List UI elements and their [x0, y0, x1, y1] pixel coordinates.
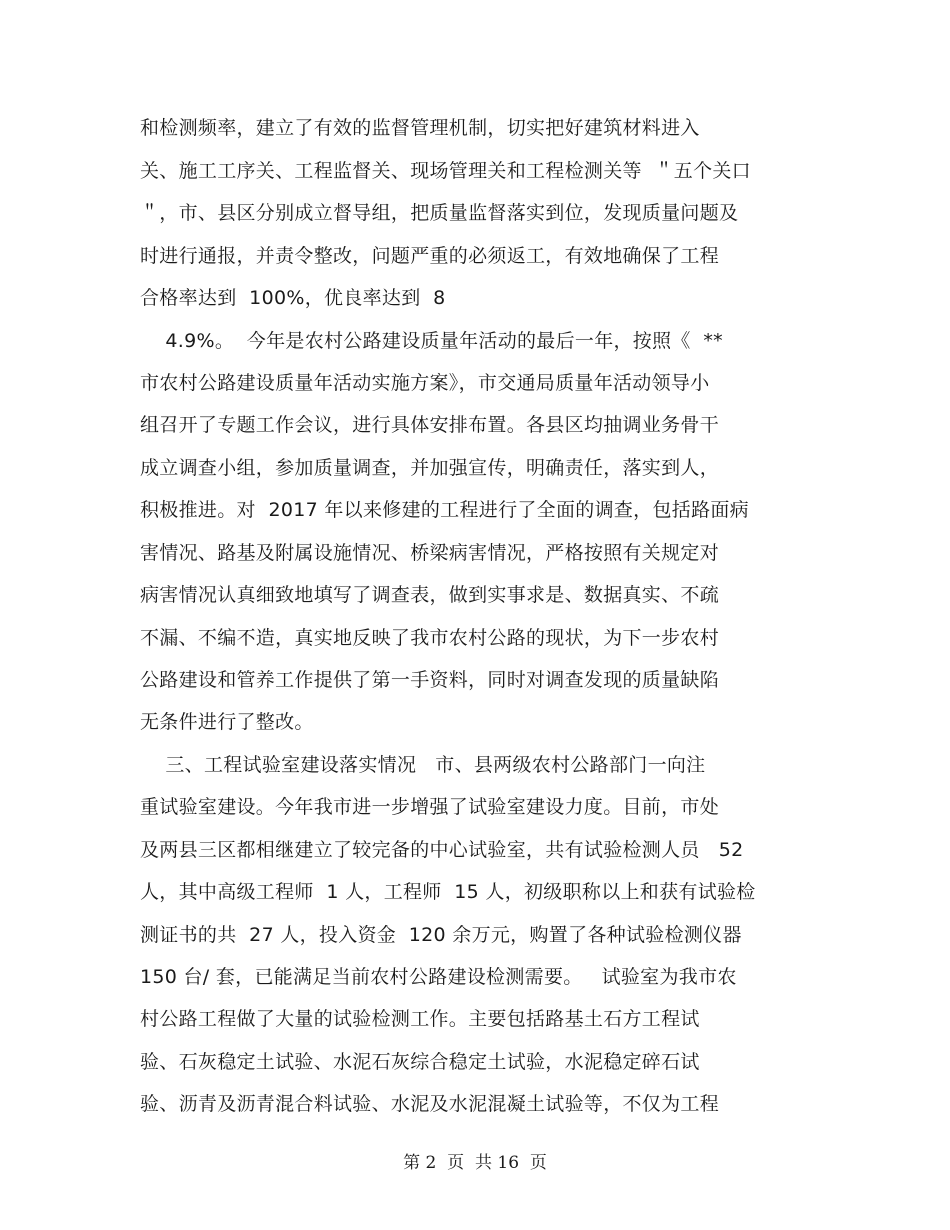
body-line: 测证书的共 27 人，投入资金 120 余万元，购置了各种试验检测仪器: [140, 924, 742, 946]
body-line: 市农村公路建设质量年活动实施方案》，市交通局质量年活动领导小: [140, 372, 710, 394]
page-footer: 第 2 页 共 16 页: [403, 1153, 547, 1173]
body-line: 及两县三区都相继建立了较完备的中心试验室，共有试验检测人员 52: [140, 839, 744, 861]
body-line: ＂，市、县区分别成立督导组，把质量监督落实到位，发现质量问题及: [140, 202, 739, 224]
body-line: 验、石灰稳定土试验、水泥石灰综合稳定土试验，水泥稳定碎石试: [140, 1051, 700, 1073]
body-line: 三、工程试验室建设落实情况 市、县两级农村公路部门一向注: [140, 754, 706, 776]
body-line: 关、施工工序关、工程监督关、现场管理关和工程检测关等 ＂五个关口: [140, 160, 751, 182]
body-line: 病害情况认真细致地填写了调查表，做到实事求是、数据真实、不疏: [140, 584, 720, 606]
body-line: 公路建设和管养工作提供了第一手资料，同时对调查发现的质量缺陷: [140, 669, 720, 691]
body-line: 合格率达到 100%，优良率达到 8: [140, 287, 446, 309]
body-line: 成立调查小组，参加质量调查，并加强宣传，明确责任，落实到人，: [140, 457, 720, 479]
body-line: 重试验室建设。今年我市进一步增强了试验室建设力度。目前，市处: [140, 796, 720, 818]
body-line: 害情况、路基及附属设施情况、桥梁病害情况，严格按照有关规定对: [140, 542, 720, 564]
body-line: 验、沥青及沥青混合料试验、水泥及水泥混凝土试验等，不仅为工程: [140, 1093, 720, 1115]
body-line: 人，其中高级工程师 1 人，工程师 15 人，初级职称以上和获有试验检: [140, 881, 756, 903]
body-line: 积极推进。对 2017 年以来修建的工程进行了全面的调查，包括路面病: [140, 499, 749, 521]
body-line: 和检测频率，建立了有效的监督管理机制，切实把好建筑材料进入: [140, 117, 700, 139]
body-line: 无条件进行了整改。: [140, 711, 314, 733]
body-line: 4.9%。 今年是农村公路建设质量年活动的最后一年，按照《 **: [140, 330, 723, 352]
body-line: 150 台/ 套，已能满足当前农村公路建设检测需要。 试验室为我市农: [140, 966, 737, 988]
body-line: 不漏、不编不造，真实地反映了我市农村公路的现状，为下一步农村: [140, 627, 720, 649]
body-line: 时进行通报，并责令整改，问题严重的必须返工，有效地确保了工程: [140, 245, 720, 267]
body-line: 组召开了专题工作会议，进行具体安排布置。各县区均抽调业务骨干: [140, 414, 720, 436]
body-line: 村公路工程做了大量的试验检测工作。主要包括路基土石方工程试: [140, 1008, 700, 1030]
